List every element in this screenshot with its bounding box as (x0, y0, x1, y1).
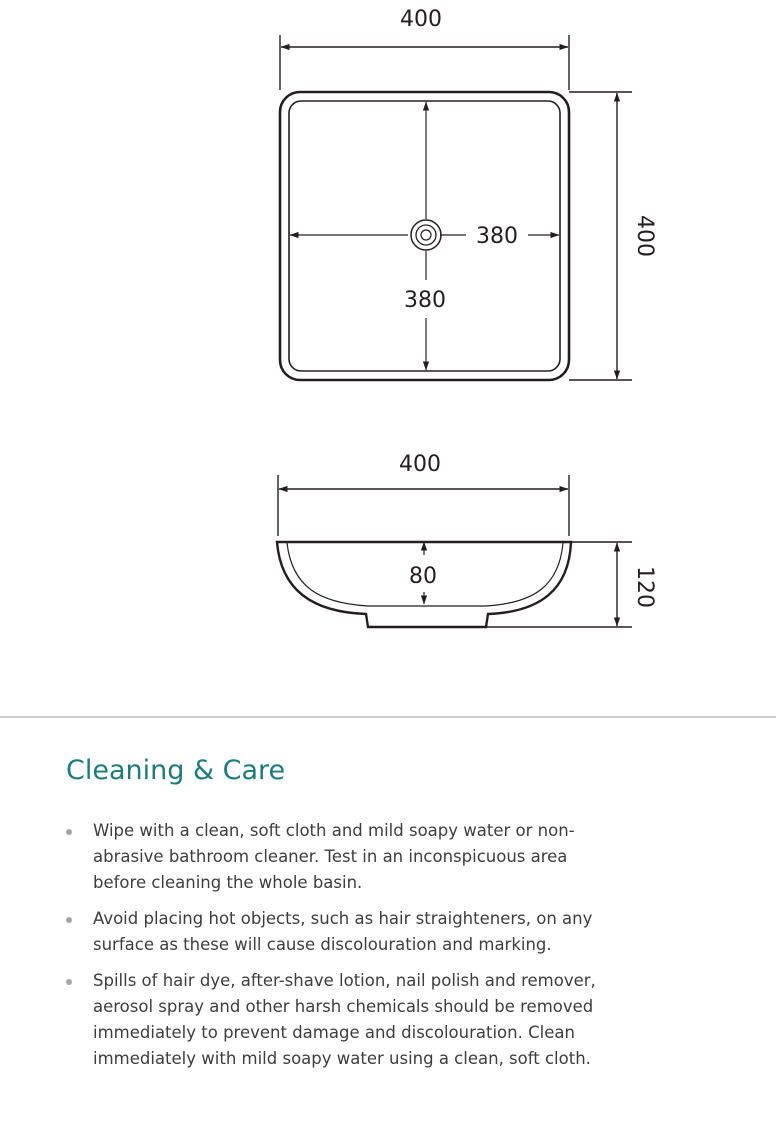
care-line: immediately to prevent damage and discolouration. Clean (93, 1023, 575, 1042)
care-line: immediately with mild soapy water using a clean, soft cloth. (93, 1049, 591, 1068)
list-item (66, 906, 706, 958)
inner-depth-label: 380 (404, 288, 446, 313)
care-instructions-list (66, 818, 706, 1082)
care-line: before cleaning the whole basin. (93, 873, 363, 892)
bowl-depth-label: 80 (409, 564, 437, 589)
care-line: Wipe with a clean, soft cloth and mild soapy water or non- (93, 821, 575, 840)
basin-outer-rim (280, 92, 569, 380)
list-item (66, 968, 706, 1072)
list-item (66, 818, 706, 896)
basin-inner-bowl (289, 101, 560, 371)
care-line: abrasive bathroom cleaner. Test in an inconspicuous area (93, 847, 568, 866)
care-line: Spills of hair dye, after-shave lotion, nail polish and remover, (93, 971, 596, 990)
waste-outlet-icon (411, 220, 441, 250)
section-divider (0, 716, 776, 718)
bullet-icon (66, 917, 72, 923)
care-line: Avoid placing hot objects, such as hair straighteners, on any (93, 909, 593, 928)
top-depth-label: 400 (632, 215, 657, 257)
side-view (277, 475, 632, 627)
care-line: surface as these will cause discolouration and marking. (93, 935, 552, 954)
bullet-icon (66, 829, 72, 835)
inner-width-label: 380 (476, 224, 518, 249)
care-line: aerosol spray and other harsh chemicals should be removed (93, 997, 594, 1016)
top-view (280, 35, 632, 380)
top-width-label: 400 (400, 7, 442, 32)
side-width-label: 400 (399, 452, 441, 477)
bullet-icon (66, 979, 72, 985)
side-height-label: 120 (632, 566, 657, 608)
care-section-title: Cleaning & Care (66, 755, 286, 786)
